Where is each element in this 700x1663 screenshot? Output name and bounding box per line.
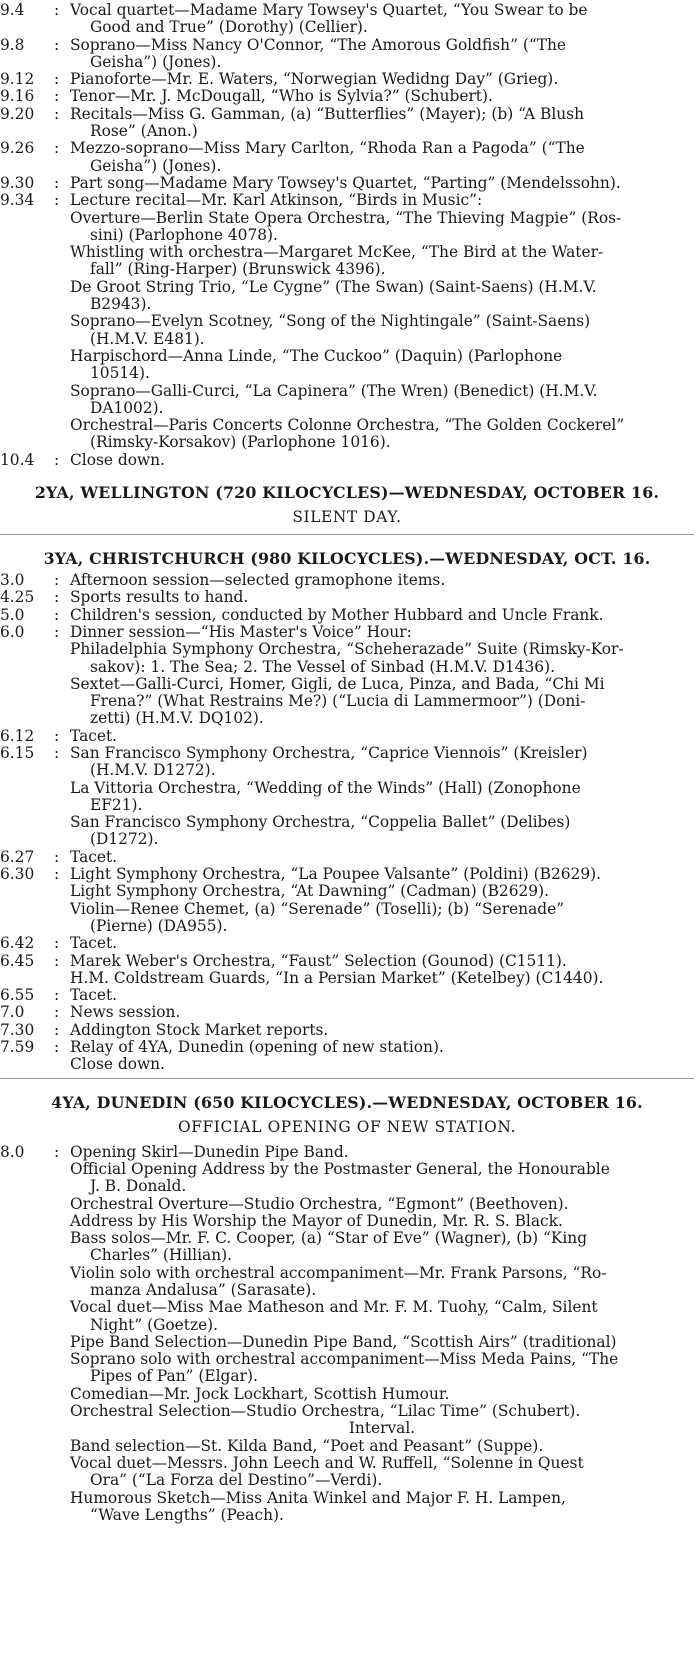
programme-entry xyxy=(0,175,694,192)
entry-colon: : xyxy=(54,35,60,54)
programme-item xyxy=(70,1438,694,1455)
programme-item xyxy=(70,1299,694,1334)
entry-colon: : xyxy=(54,588,60,607)
programme-item xyxy=(70,883,694,900)
programme-item xyxy=(70,1196,694,1213)
divider xyxy=(0,534,694,535)
entry-line: Soprano—Miss Nancy O'Connor, “The Amorous Goldfish” (“The xyxy=(70,35,567,54)
entry-colon: : xyxy=(54,847,60,866)
entry-time: 9.30 xyxy=(0,173,35,192)
entry-time: 8.0 xyxy=(0,1142,25,1161)
item-line: (D1272). xyxy=(90,830,159,849)
programme-item xyxy=(70,641,694,676)
entry-colon: : xyxy=(54,986,60,1005)
programme-item xyxy=(70,1351,694,1386)
programme-item xyxy=(70,279,694,314)
item-line: Orchestral—Paris Concerts Colonne Orchestra, “The Golden Cockerel” xyxy=(70,416,625,435)
entry-line: Geisha”) (Jones). xyxy=(90,156,222,175)
entry-time: 5.0 xyxy=(0,605,25,624)
item-line: Pipes of Pan” (Elgar). xyxy=(90,1367,258,1386)
entry-text xyxy=(70,175,694,192)
item-line: Philadelphia Symphony Orchestra, “Scheherazade” Suite (Rimsky-Kor- xyxy=(70,640,624,659)
programme-item xyxy=(70,244,694,279)
item-line: manza Andalusa” (Sarasate). xyxy=(90,1281,317,1299)
entry-colon: : xyxy=(54,934,60,953)
programme-item xyxy=(70,814,694,849)
entry-line: Tacet. xyxy=(70,726,118,745)
item-line: H.M. Coldstream Guards, “In a Persian Market” (Ketelbey) (C1440). xyxy=(70,968,604,987)
entry-time: 6.12 xyxy=(0,726,35,745)
entry-colon: : xyxy=(54,1038,60,1057)
item-line: zetti) (H.M.V. DQ102). xyxy=(90,709,264,728)
programme-entry xyxy=(0,192,694,209)
programme-item xyxy=(70,676,694,728)
entry-line: Mezzo-soprano—Miss Mary Carlton, “Rhoda Ran a Pagoda” (“The xyxy=(70,139,585,158)
entry-text xyxy=(70,37,694,72)
item-line: Light Symphony Orchestra, “At Dawning” (Cadman) (B2629). xyxy=(70,882,549,901)
entry-text xyxy=(70,866,694,883)
entry-colon: : xyxy=(54,622,60,641)
entry-colon: : xyxy=(54,173,60,192)
entry-time: 6.30 xyxy=(0,865,35,884)
programme-entry xyxy=(0,71,694,88)
divider xyxy=(0,1078,694,1079)
item-line: Sextet—Galli-Curci, Homer, Gigli, de Luca, Pinza, and Bada, “Chi Mi xyxy=(70,674,605,693)
programme-entry xyxy=(0,935,694,952)
programme-item xyxy=(70,1265,694,1300)
programme-item xyxy=(70,417,694,452)
entry-text xyxy=(70,1144,694,1161)
item-line: “Wave Lengths” (Peach). xyxy=(90,1505,284,1524)
entry-text xyxy=(70,1022,694,1039)
entry-text xyxy=(70,140,694,175)
entry-time: 7.30 xyxy=(0,1020,35,1039)
entry-time: 6.45 xyxy=(0,951,35,970)
item-line: Harpischord—Anna Linde, “The Cuckoo” (Daquin) (Parlophone xyxy=(70,346,563,365)
entry-colon: : xyxy=(54,450,60,469)
programme-item xyxy=(70,1161,694,1196)
entry-line: Relay of 4YA, Dunedin (opening of new station). xyxy=(70,1038,444,1057)
programme-entry xyxy=(0,607,694,624)
programme-item xyxy=(70,1213,694,1230)
programme-item xyxy=(70,210,694,245)
programme-entry xyxy=(0,572,694,589)
item-line: Orchestral Selection—Studio Orchestra, “Lilac Time” (Schubert). xyxy=(70,1402,581,1421)
entry-colon: : xyxy=(54,951,60,970)
item-line: (Rimsky-Korsakov) (Parlophone 1016). xyxy=(90,433,391,452)
entry-line: Marek Weber's Orchestra, “Faust” Selection (Gounod) (C1511). xyxy=(70,951,567,970)
programme-item xyxy=(70,1334,694,1351)
entry-text xyxy=(70,607,694,624)
entry-colon: : xyxy=(54,726,60,745)
entry-colon: : xyxy=(54,865,60,884)
programme-item xyxy=(70,1230,694,1265)
entry-line: Rose” (Anon.) xyxy=(90,122,198,141)
entry-line: Opening Skirl—Dunedin Pipe Band. xyxy=(70,1142,349,1161)
entry-colon: : xyxy=(54,571,60,590)
entry-time: 6.0 xyxy=(0,622,25,641)
entry-colon: : xyxy=(54,1142,60,1161)
programme-entry xyxy=(0,37,694,72)
entry-text xyxy=(70,849,694,866)
item-line: B2943). xyxy=(90,295,152,314)
item-line: Pipe Band Selection—Dunedin Pipe Band, “Scottish Airs” (traditional) xyxy=(70,1332,617,1351)
programme-entry xyxy=(0,106,694,141)
item-line: EF21). xyxy=(90,795,143,814)
entry-colon: : xyxy=(54,70,60,89)
dunedin-heading: 4YA, DUNEDIN (650 KILOCYCLES).—WEDNESDAY, OCTOBER 16. xyxy=(51,1092,643,1112)
item-line: 10514). xyxy=(90,364,150,383)
item-line: Soprano solo with orchestral accompaniment—Miss Meda Pains, “The xyxy=(70,1350,619,1369)
entry-line: Part song—Madame Mary Towsey's Quartet, “Parting” (Mendelssohn). xyxy=(70,173,621,192)
entry-colon: : xyxy=(54,605,60,624)
item-line: Vocal duet—Messrs. John Leech and W. Ruffell, “Solenne in Quest xyxy=(70,1453,584,1472)
wellington-heading: 2YA, WELLINGTON (720 KILOCYCLES)—WEDNESDAY, OCTOBER 16. xyxy=(34,483,660,503)
item-line: Soprano—Galli-Curci, “La Capinera” (The Wren) (Benedict) (H.M.V. xyxy=(70,381,598,400)
entry-line: Pianoforte—Mr. E. Waters, “Norwegian Wedidng Day” (Grieg). xyxy=(70,70,559,89)
programme-entry xyxy=(0,589,694,606)
item-line: Night” (Goetze). xyxy=(90,1315,219,1334)
item-line: Orchestral Overture—Studio Orchestra, “Egmont” (Beethoven). xyxy=(70,1194,569,1213)
entry-line: Lecture recital—Mr. Karl Atkinson, “Birds in Music”: xyxy=(70,191,483,210)
item-line: Comedian—Mr. Jock Lockhart, Scottish Humour. xyxy=(70,1384,450,1403)
entry-time: 9.34 xyxy=(0,191,35,210)
item-line: Close down. xyxy=(70,1055,165,1074)
entry-colon: : xyxy=(54,1003,60,1022)
entry-line: Recitals—Miss G. Gamman, (a) “Butterflies” (Mayer); (b) “A Blush xyxy=(70,104,584,123)
entry-time: 9.20 xyxy=(0,104,35,123)
entry-text xyxy=(70,1039,694,1056)
wellington-silent-day: SILENT DAY. xyxy=(292,508,402,527)
entry-text xyxy=(70,2,694,37)
entry-line: Vocal quartet—Madame Mary Towsey's Quartet, “You Swear to be xyxy=(70,1,588,19)
entry-time: 3.0 xyxy=(0,571,25,590)
programme-entry xyxy=(0,987,694,1004)
entry-time: 6.55 xyxy=(0,986,35,1005)
programme-entry xyxy=(0,1022,694,1039)
item-line: Overture—Berlin State Opera Orchestra, “The Thieving Magpie” (Ros- xyxy=(70,208,622,227)
item-line: Violin—Renee Chemet, (a) “Serenade” (Toselli); (b) “Serenade” xyxy=(70,899,565,918)
entry-time: 7.59 xyxy=(0,1038,35,1057)
item-line: Ora” (“La Forza del Destino”—Verdi). xyxy=(90,1471,383,1490)
item-line: Band selection—St. Kilda Band, “Poet and Peasant” (Suppe). xyxy=(70,1436,544,1455)
programme-entry xyxy=(0,1144,694,1161)
entry-text xyxy=(70,953,694,970)
entry-time: 4.25 xyxy=(0,588,35,607)
entry-line: Afternoon session—selected gramophone items. xyxy=(70,571,446,590)
item-line: Bass solos—Mr. F. C. Cooper, (a) “Star of Eve” (Wagner), (b) “King xyxy=(70,1229,588,1248)
entry-colon: : xyxy=(54,139,60,158)
entry-line: Sports results to hand. xyxy=(70,588,249,607)
interval-label: Interval. xyxy=(348,1419,416,1438)
programme-entry xyxy=(0,1004,694,1021)
entry-time: 7.0 xyxy=(0,1003,25,1022)
entry-time: 9.26 xyxy=(0,139,35,158)
entry-line: Good and True” (Dorothy) (Cellier). xyxy=(90,18,368,37)
item-line: Humorous Sketch—Miss Anita Winkel and Major F. H. Lampen, xyxy=(70,1488,566,1507)
programme-entry xyxy=(0,866,694,883)
item-line: sini) (Parlophone 4078). xyxy=(90,225,278,244)
programme-item xyxy=(70,1056,694,1073)
entry-text xyxy=(70,935,694,952)
programme-entry xyxy=(0,624,694,641)
entry-line: Tenor—Mr. J. McDougall, “Who is Sylvia?” (Schubert). xyxy=(70,87,493,106)
programme-entry xyxy=(0,849,694,866)
entry-text xyxy=(70,192,694,209)
item-line: (H.M.V. E481). xyxy=(90,329,205,348)
entry-text xyxy=(70,106,694,141)
christchurch-programme xyxy=(0,572,694,1074)
item-line: Violin solo with orchestral accompaniment—Mr. Frank Parsons, “Ro- xyxy=(70,1263,607,1282)
entry-line: Tacet. xyxy=(70,934,118,953)
programme-item xyxy=(70,1490,694,1525)
programme-item xyxy=(70,383,694,418)
programme-entry xyxy=(0,452,694,469)
entry-time: 9.4 xyxy=(0,1,25,19)
entry-text xyxy=(70,88,694,105)
entry-line: Light Symphony Orchestra, “La Poupee Valsante” (Poldini) (B2629). xyxy=(70,865,602,884)
item-line: fall” (Ring-Harper) (Brunswick 4396). xyxy=(90,260,386,279)
entry-time: 6.42 xyxy=(0,934,35,953)
item-line: Address by His Worship the Mayor of Dunedin, Mr. R. S. Black. xyxy=(70,1211,563,1230)
entry-line: Dinner session—“His Master's Voice” Hour: xyxy=(70,622,412,641)
auckland-evening-programme xyxy=(0,2,694,469)
programme-entry xyxy=(0,745,694,780)
dunedin-programme xyxy=(0,1144,694,1525)
programme-entry xyxy=(0,2,694,37)
entry-time: 9.16 xyxy=(0,87,35,106)
item-line: Vocal duet—Miss Mae Matheson and Mr. F. M. Tuohy, “Calm, Silent xyxy=(70,1298,598,1317)
programme-entry xyxy=(0,728,694,745)
christchurch-heading: 3YA, CHRISTCHURCH (980 KILOCYCLES).—WEDNESDAY, OCT. 16. xyxy=(43,549,651,569)
entry-text xyxy=(70,745,694,780)
entry-line: Geisha”) (Jones). xyxy=(90,52,222,71)
item-line: sakov): 1. The Sea; 2. The Vessel of Sinbad (H.M.V. D1436). xyxy=(90,657,555,676)
entry-text xyxy=(70,572,694,589)
entry-text xyxy=(70,71,694,88)
entry-line: (H.M.V. D1272). xyxy=(90,761,216,780)
programme-item xyxy=(70,348,694,383)
programme-item xyxy=(70,1403,694,1420)
entry-text xyxy=(70,987,694,1004)
entry-text xyxy=(70,728,694,745)
entry-colon: : xyxy=(54,104,60,123)
item-line: Whistling with orchestra—Margaret McKee, “The Bird at the Water- xyxy=(70,243,604,262)
programme-item xyxy=(70,1455,694,1490)
entry-time: 6.27 xyxy=(0,847,35,866)
programme-item xyxy=(70,901,694,936)
programme-entry xyxy=(0,140,694,175)
entry-line: San Francisco Symphony Orchestra, “Caprice Viennois” (Kreisler) xyxy=(70,743,588,762)
item-line: DA1002). xyxy=(90,398,164,417)
item-line: (Pierne) (DA955). xyxy=(90,916,228,935)
entry-line: Addington Stock Market reports. xyxy=(70,1020,329,1039)
item-line: La Vittoria Orchestra, “Wedding of the Winds” (Hall) (Zonophone xyxy=(70,778,581,797)
item-line: San Francisco Symphony Orchestra, “Coppelia Ballet” (Delibes) xyxy=(70,813,571,832)
entry-line: Tacet. xyxy=(70,847,118,866)
item-line: J. B. Donald. xyxy=(90,1177,187,1196)
entry-time: 9.12 xyxy=(0,70,35,89)
entry-text xyxy=(70,1004,694,1021)
programme-item xyxy=(70,970,694,987)
programme-entry xyxy=(0,953,694,970)
programme-item xyxy=(70,780,694,815)
entry-text xyxy=(70,452,694,469)
dunedin-subheading: OFFICIAL OPENING OF NEW STATION. xyxy=(178,1117,516,1136)
item-line: Charles” (Hillian). xyxy=(90,1246,233,1265)
entry-colon: : xyxy=(54,191,60,210)
programme-entry xyxy=(0,1039,694,1056)
item-line: De Groot String Trio, “Le Cygne” (The Swan) (Saint-Saens) (H.M.V. xyxy=(70,277,597,296)
entry-colon: : xyxy=(54,743,60,762)
entry-line: Children's session, conducted by Mother Hubbard and Uncle Frank. xyxy=(70,605,604,624)
entry-text xyxy=(70,624,694,641)
programme-item xyxy=(70,313,694,348)
programme-entry xyxy=(0,88,694,105)
entry-line: News session. xyxy=(70,1003,181,1022)
entry-time: 9.8 xyxy=(0,35,25,54)
entry-colon: : xyxy=(54,87,60,106)
entry-time: 10.4 xyxy=(0,450,35,469)
item-line: Soprano—Evelyn Scotney, “Song of the Nightingale” (Saint-Saens) xyxy=(70,312,591,331)
entry-line: Close down. xyxy=(70,450,165,469)
entry-line: Tacet. xyxy=(70,986,118,1005)
entry-text xyxy=(70,589,694,606)
item-line: Frena?” (What Restrains Me?) (“Lucia di Lammermoor”) (Doni- xyxy=(90,692,586,711)
entry-time: 6.15 xyxy=(0,743,35,762)
programme-item xyxy=(70,1386,694,1403)
entry-colon: : xyxy=(54,1020,60,1039)
entry-colon: : xyxy=(54,1,60,19)
item-line: Official Opening Address by the Postmaster General, the Honourable xyxy=(70,1159,610,1178)
